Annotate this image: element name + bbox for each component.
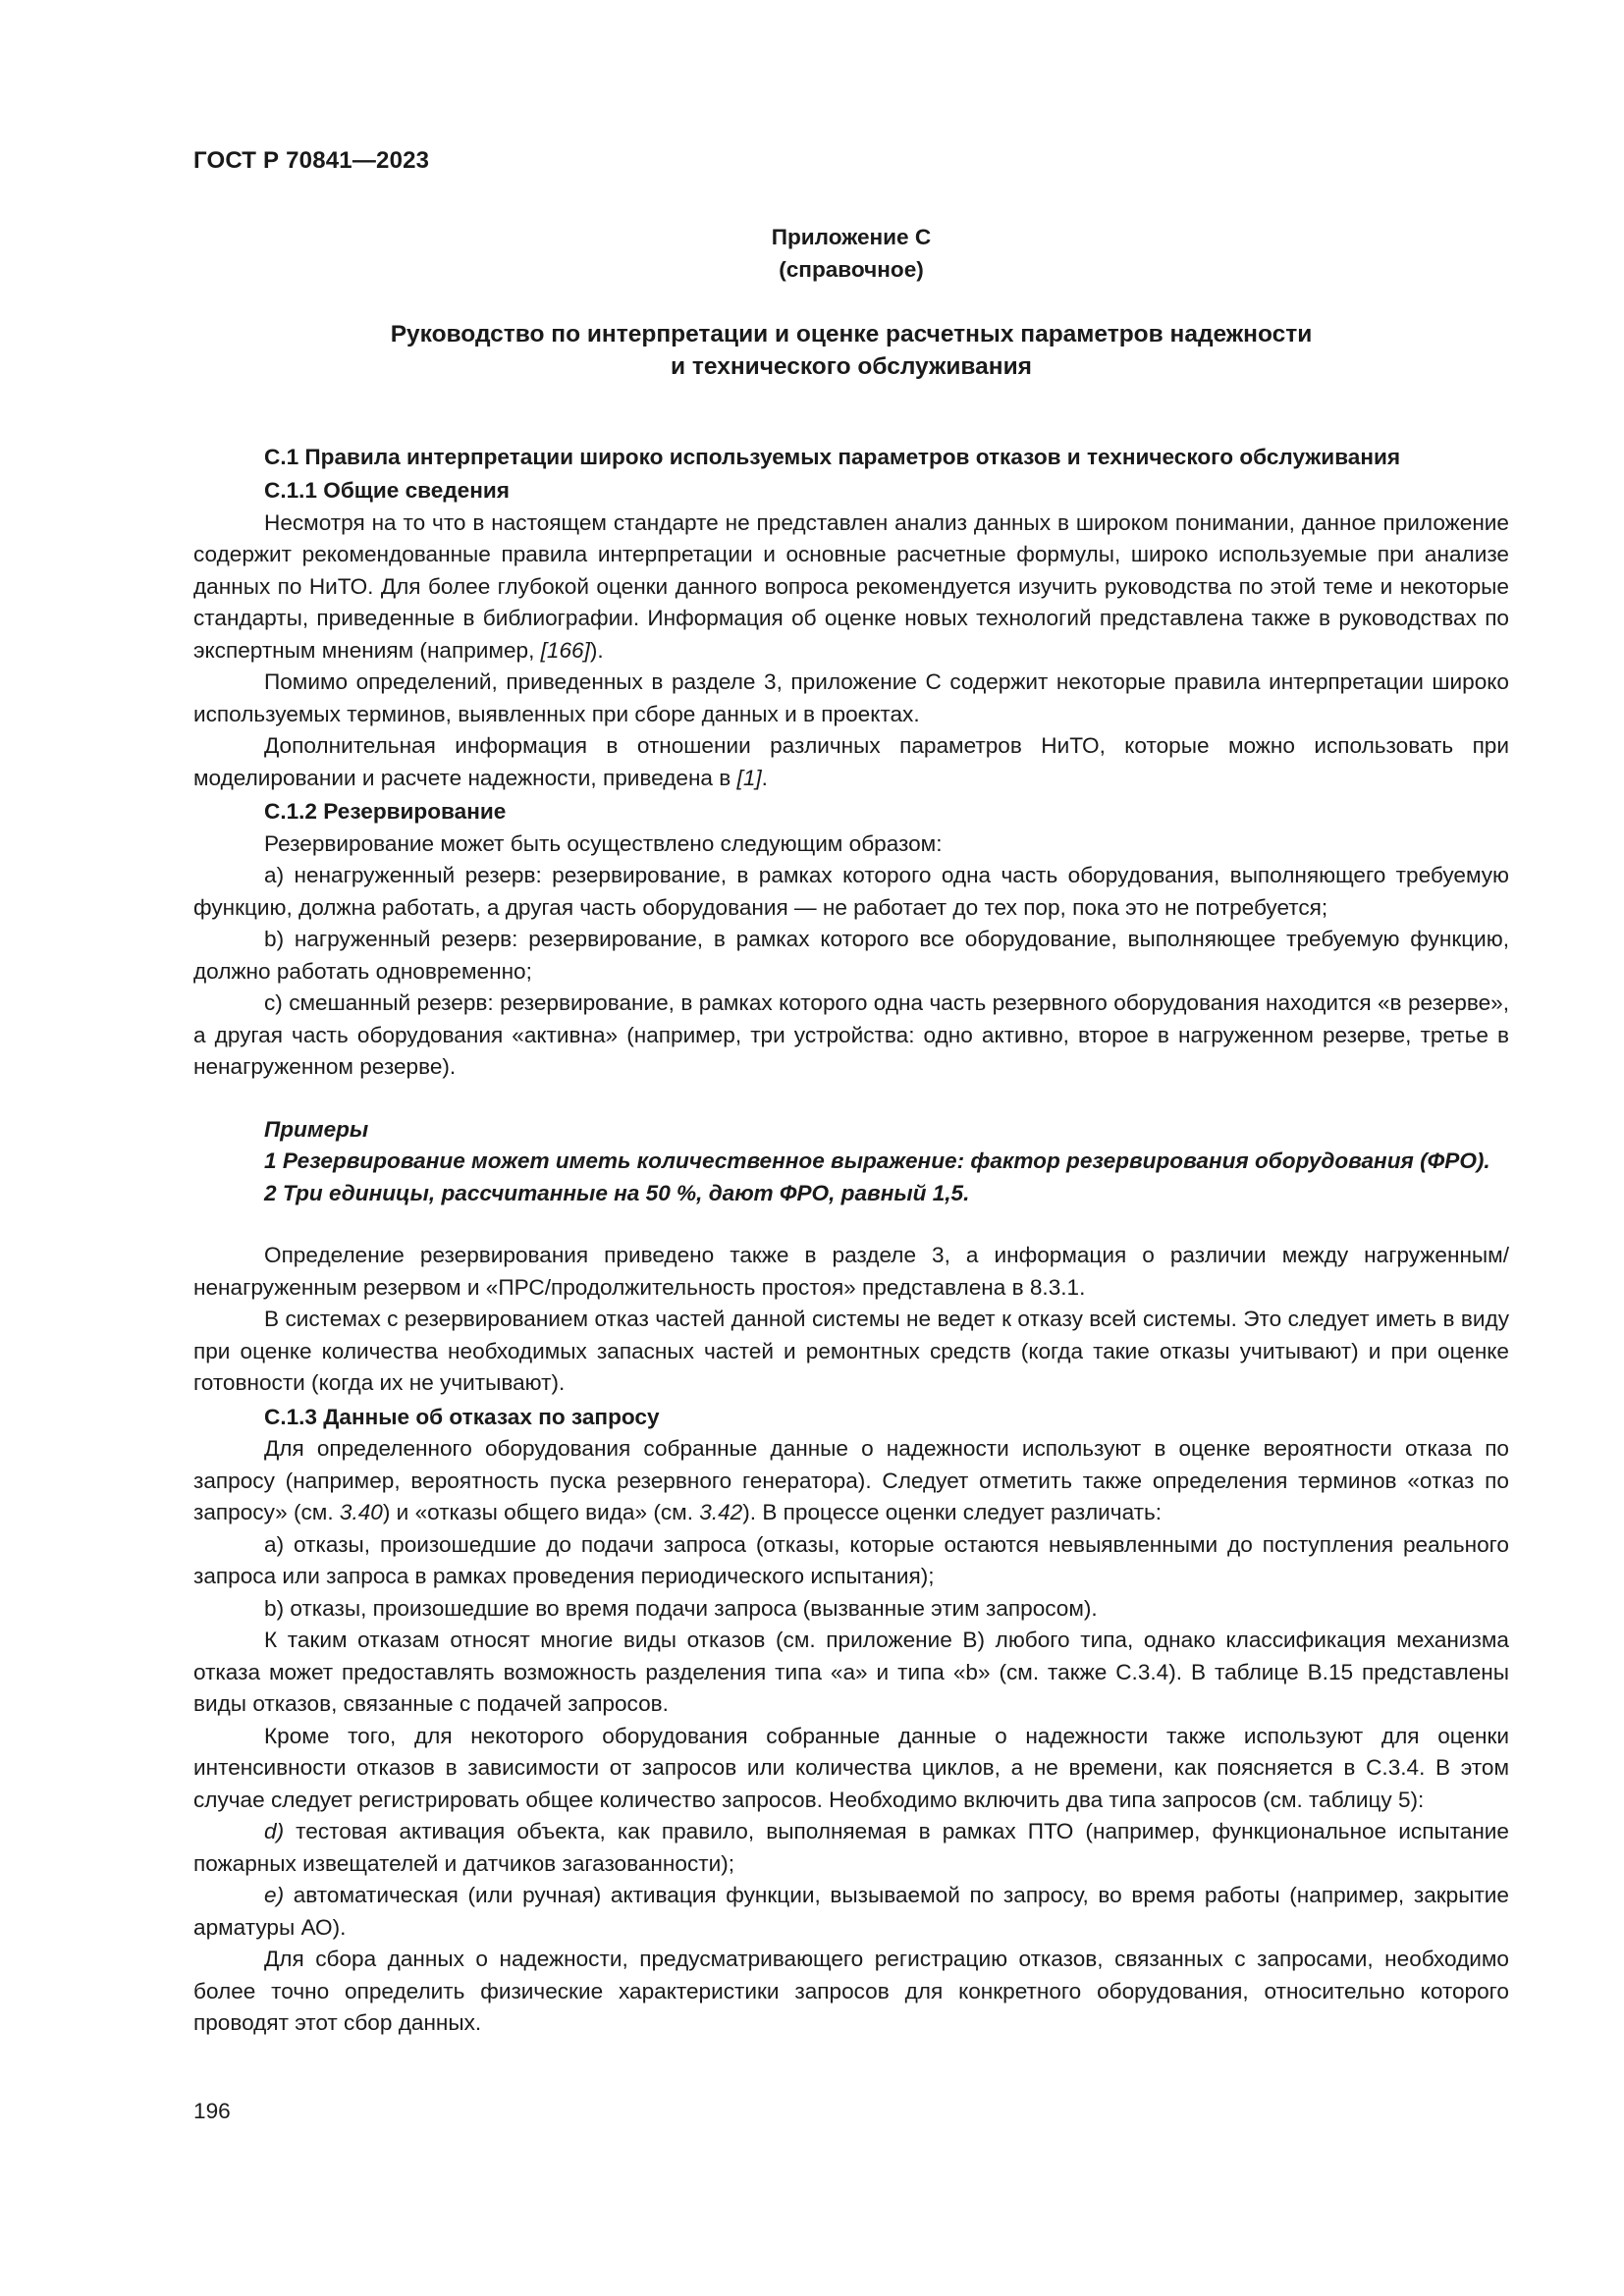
section-c11-paragraph-2: Помимо определений, приведенных в разделе 3, приложение С содержит некоторые правила интерпретации широко используемых терминов, выявленных при сборе данных и в проектах. [193, 669, 1509, 726]
examples-title: Примеры [264, 1116, 369, 1142]
appendix-title-line-2: и технического обслуживания [671, 353, 1032, 380]
list-item: b) нагруженный резерв: резервирование, в рамках которого все оборудование, выполняющее требуемую функцию, должно работать одновременно; [193, 927, 1509, 984]
appendix-label: Приложение С [771, 225, 932, 249]
example-item: 1 Резервирование может иметь количественное выражение: фактор резервирования оборудования (ФРО). [264, 1148, 1490, 1173]
list-item: c) смешанный резерв: резервирование, в рамках которого одна часть резервного оборудования находится «в резерве», а другая часть оборудования «активна» (например, три устройства: одно активно, второе в нагруженном резерве, третье в ненагруженном резерве). [193, 990, 1509, 1079]
section-c13-heading: С.1.3 Данные об отказах по запросу [264, 1404, 660, 1429]
section-c1-heading: С.1 Правила интерпретации широко используемых параметров отказов и технического обслуживания [264, 445, 1401, 469]
example-item: 2 Три единицы, рассчитанные на 50 %, дают ФРО, равный 1,5. [264, 1180, 970, 1205]
list-item-label: e) [264, 1883, 285, 1907]
appendix-title-line-1: Руководство по интерпретации и оценке расчетных параметров надежности [390, 321, 1313, 347]
section-c12-heading: С.1.2 Резервирование [264, 799, 507, 824]
section-c11-paragraph-1: Несмотря на то что в настоящем стандарте не представлен анализ данных в широком понимании, данное приложение содержит рекомендованные правила интерпретации и основные расчетные формулы, широко используемые при анализе данных по НиТО. Для более глубокой оценки данного вопроса рекомендуется изучить руководства по этой теме и некоторые стандарты, приведенные в библиографии. Информация об оценке новых технологий представлена также в руководствах по экспертным мнениям (например, [166]). [193, 509, 1509, 663]
section-c12-paragraph: Определение резервирования приведено также в разделе 3, а информация о различии между нагруженным/ненагруженным резервом и «ПРС/продолжительность простоя» представлена в 8.3.1. [193, 1243, 1509, 1300]
list-item: e) автоматическая (или ручная) активация функции, вызываемой по запросу, во время работы (например, закрытие арматуры АО). [193, 1883, 1509, 1940]
section-c13-paragraph-2: К таким отказам относят многие виды отказов (см. приложение В) любого типа, однако классификация механизма отказа может предоставлять возможность разделения типа «а» и типа «b» (см. также С.3.4). В таблице В.15 представлены виды отказов, связанные с подачей запросов. [193, 1628, 1509, 1716]
section-c12-paragraph: В системах с резервированием отказ частей данной системы не ведет к отказу всей системы. Это следует иметь в виду при оценке количества необходимых запасных частей и ремонтных средств (когда такие отказы учитывают) и при оценке готовности (когда их не учитывают). [193, 1307, 1509, 1395]
list-item: a) ненагруженный резерв: резервирование, в рамках которого одна часть оборудования, выполняющего требуемую функцию, должна работать, а другая часть оборудования — не работает до тех пор, пока это не потребуется; [193, 863, 1509, 920]
bibliography-reference: [1] [736, 765, 762, 790]
section-c13-paragraph-3: Кроме того, для некоторого оборудования собранные данные о надежности также используют для оценки интенсивности отказов в зависимости от запросов или количества циклов, а не времени, как поясняется в С.3.4. В этом случае следует регистрировать общее количество запросов. Необходимо включить два типа запросов (см. таблицу 5): [193, 1723, 1509, 1812]
term-reference: 3.42 [699, 1500, 743, 1524]
section-c11-heading: С.1.1 Общие сведения [264, 478, 510, 503]
document-code: ГОСТ Р 70841—2023 [193, 147, 430, 174]
section-c11-paragraph-3: Дополнительная информация в отношении различных параметров НиТО, которые можно использовать при моделировании и расчете надежности, приведена в [1]. [193, 733, 1509, 790]
list-item: d) тестовая активация объекта, как правило, выполняемая в рамках ПТО (например, функциональное испытание пожарных извещателей и датчиков загазованности); [193, 1819, 1509, 1876]
list-item-label: d) [264, 1819, 285, 1843]
appendix-title [193, 318, 1509, 383]
appendix-kind: (справочное) [779, 256, 924, 282]
term-reference: 3.40 [339, 1500, 383, 1524]
section-c13-paragraph-4: Для сбора данных о надежности, предусматривающего регистрацию отказов, связанных с запросами, необходимо более точно определить физические характеристики запросов для конкретного оборудования, относительно которого проводят этот сбор данных. [193, 1947, 1509, 2035]
list-item: b) отказы, произошедшие во время подачи запроса (вызванные этим запросом). [264, 1595, 1098, 1621]
section-c12-intro: Резервирование может быть осуществлено следующим образом: [264, 830, 943, 856]
page-content [193, 222, 1509, 2040]
bibliography-reference: [166] [540, 637, 590, 663]
appendix-header [193, 222, 1509, 286]
section-c13-paragraph-1: Для определенного оборудования собранные данные о надежности используют в оценке вероятности отказа по запросу (например, вероятность пуска резервного генератора). Следует отметить также определения терминов «отказ по запросу» (см. 3.40) и «отказы общего вида» (см. 3.42). В процессе оценки следует различать: [193, 1436, 1509, 1524]
examples-block [193, 1114, 1509, 1210]
page-number: 196 [193, 2099, 231, 2123]
list-item: a) отказы, произошедшие до подачи запроса (отказы, которые остаются невыявленными до поступления реального запроса или запроса в рамках проведения периодического испытания); [193, 1531, 1509, 1588]
